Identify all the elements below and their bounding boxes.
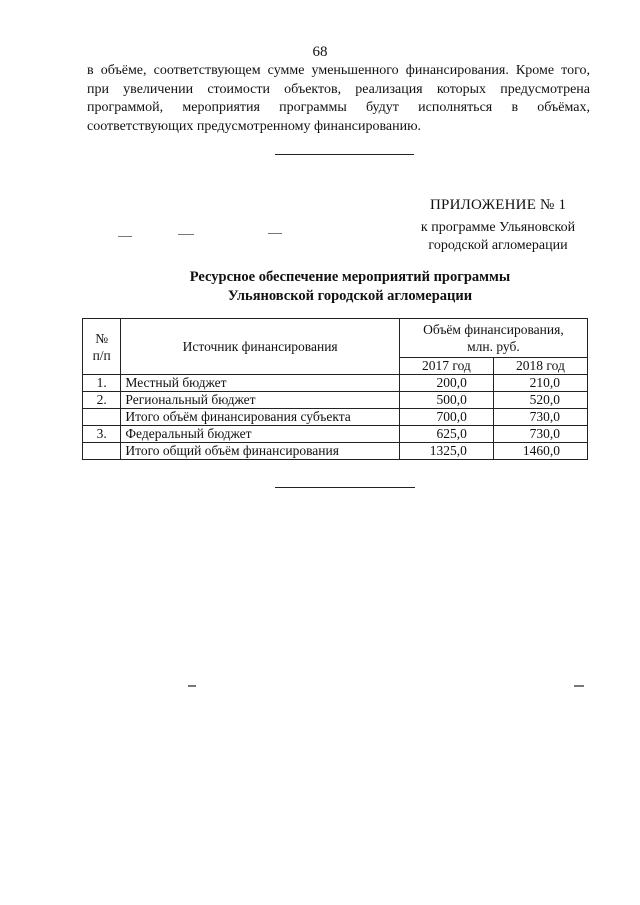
row-value-2017: 500,0 xyxy=(399,392,493,409)
row-number: 1. xyxy=(83,375,121,392)
row-source: Региональный бюджет xyxy=(121,392,400,409)
header-number xyxy=(83,319,121,375)
scan-mark xyxy=(178,234,194,235)
row-number: 2. xyxy=(83,392,121,409)
row-source: Итого объём финансирования субъекта xyxy=(121,409,400,426)
row-value-2017: 700,0 xyxy=(399,409,493,426)
row-source: Местный бюджет xyxy=(121,375,400,392)
paragraph-line: программой, мероприятия программы будут исполняться в объёмах, xyxy=(87,100,590,115)
section-title-line: Ресурсное обеспечение мероприятий программы xyxy=(189,269,511,285)
row-value-2018: 1460,0 xyxy=(493,443,587,460)
paragraph-line: соответствующих предусмотренному финансированию. xyxy=(87,118,422,134)
section-title-line: Ульяновской городской агломерации xyxy=(227,288,473,304)
paragraph-line: в объёме, соответствующем сумме уменьшенного финансирования. Кроме того, xyxy=(87,63,590,78)
section-title xyxy=(160,268,540,306)
row-source: Федеральный бюджет xyxy=(121,426,400,443)
body-paragraph xyxy=(87,62,590,136)
separator-rule xyxy=(275,487,415,488)
appendix-subtitle-line: городской агломерации xyxy=(428,238,568,253)
paragraph-line: при увеличении стоимости объектов, реализация которых предусмотрена xyxy=(87,81,590,97)
header-source: Источник финансирования xyxy=(121,319,400,375)
table-row xyxy=(83,392,588,409)
row-value-2018: 730,0 xyxy=(493,409,587,426)
row-number: 3. xyxy=(83,426,121,443)
row-value-2017: 200,0 xyxy=(399,375,493,392)
row-value-2017: 1325,0 xyxy=(399,443,493,460)
table-row xyxy=(83,426,588,443)
row-value-2018: 730,0 xyxy=(493,426,587,443)
scan-mark xyxy=(118,236,132,237)
funding-table xyxy=(82,318,588,460)
header-financing xyxy=(399,319,587,358)
scan-mark xyxy=(574,685,584,687)
appendix-subtitle-line: к программе Ульяновской xyxy=(420,220,576,235)
row-number xyxy=(83,409,121,426)
separator-rule xyxy=(275,154,414,155)
scan-mark xyxy=(188,685,196,687)
header-financing-line: Объём финансирования, xyxy=(423,322,564,337)
table-row xyxy=(83,443,588,460)
row-source: Итого общий объём финансирования xyxy=(121,443,400,460)
header-number-abbr: п/п xyxy=(92,347,111,363)
appendix-title: ПРИЛОЖЕНИЕ № 1 xyxy=(430,197,567,213)
row-value-2018: 520,0 xyxy=(493,392,587,409)
table-row xyxy=(83,375,588,392)
header-year-2017: 2017 год xyxy=(399,358,493,375)
appendix-subtitle xyxy=(408,219,588,255)
row-value-2017: 625,0 xyxy=(399,426,493,443)
scan-mark xyxy=(268,233,282,234)
table-header-row xyxy=(83,319,588,358)
table-row xyxy=(83,409,588,426)
row-number xyxy=(83,443,121,460)
page-number: 68 xyxy=(312,44,328,60)
header-financing-unit: млн. руб. xyxy=(467,339,520,354)
header-year-2018: 2018 год xyxy=(493,358,587,375)
row-value-2018: 210,0 xyxy=(493,375,587,392)
header-number-symbol: № xyxy=(95,330,109,346)
